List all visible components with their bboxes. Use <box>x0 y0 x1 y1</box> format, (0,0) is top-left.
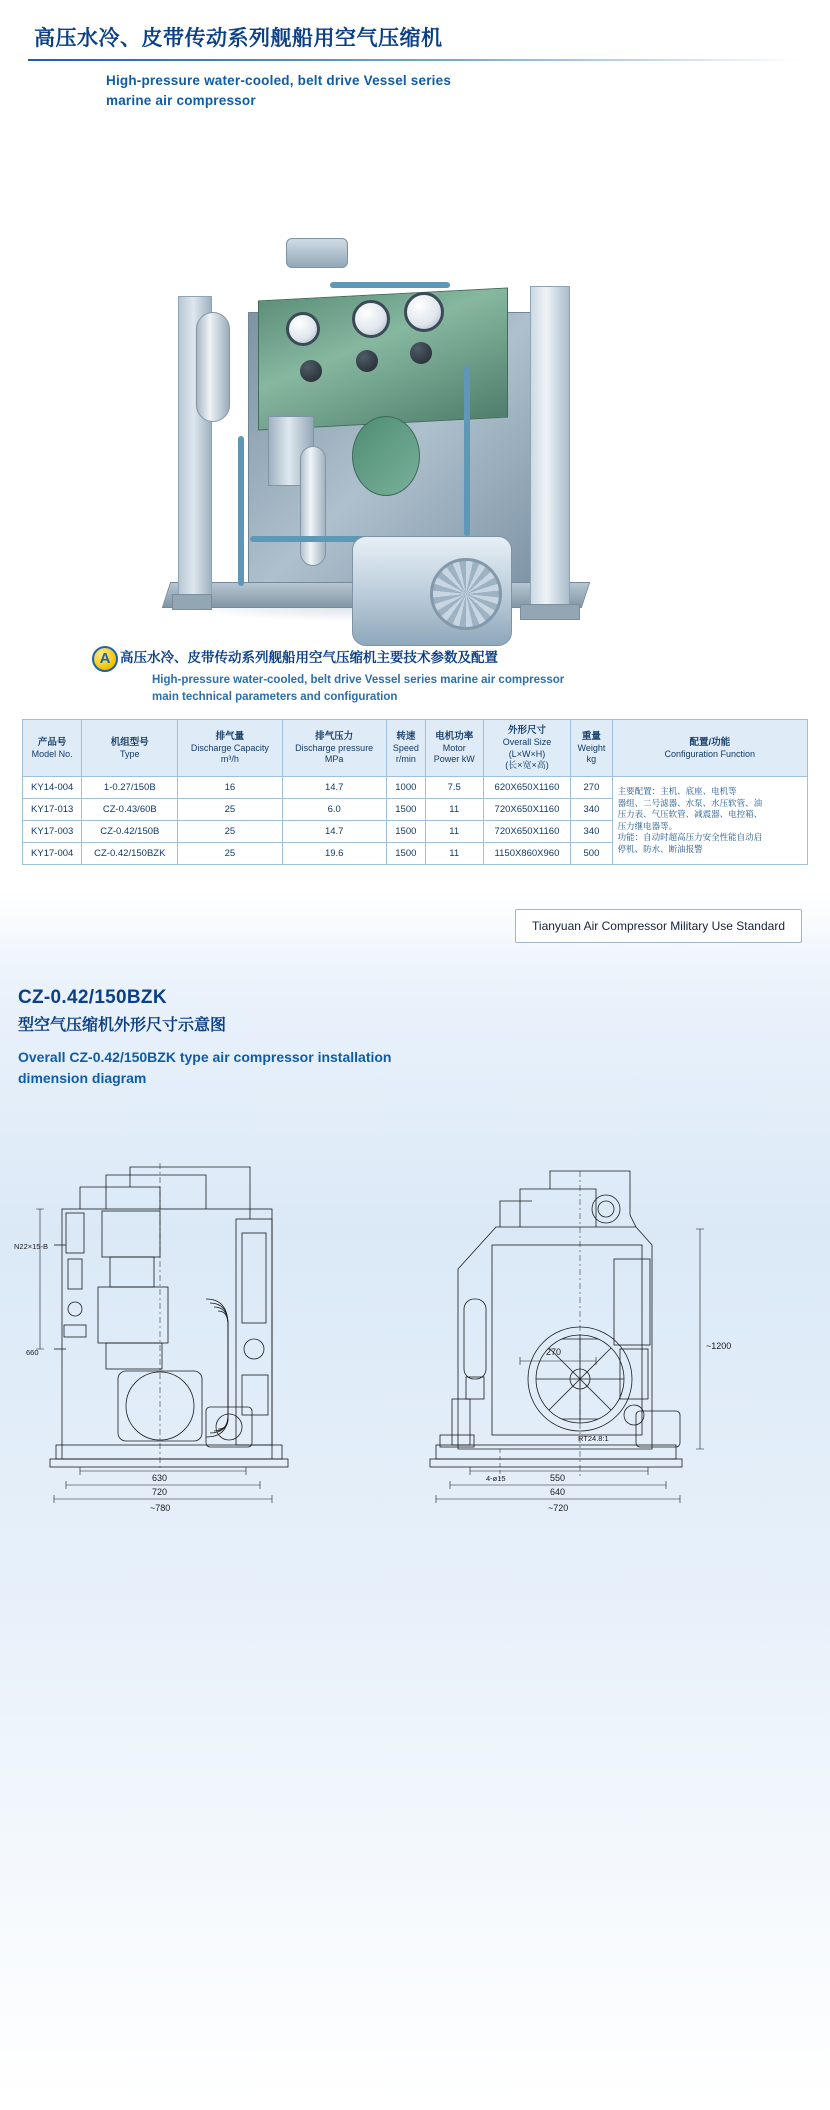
col-model-no <box>23 720 82 777</box>
col-pressure <box>282 720 386 777</box>
col-type-cn: 机组型号 <box>110 736 149 748</box>
cell-type: CZ-0.42/150BZK <box>82 843 178 865</box>
cell-speed: 1000 <box>386 777 425 799</box>
cell-pressure: 14.7 <box>282 777 386 799</box>
dimension-drawings <box>0 1149 830 1669</box>
cell-speed: 1500 <box>386 821 425 843</box>
drawing-side-view <box>10 1149 410 1549</box>
dim-720-front: ~720 <box>548 1503 569 1514</box>
machine-pipe-2 <box>330 282 450 288</box>
product-photo <box>0 116 830 636</box>
spec-heading-en <box>120 672 830 705</box>
valve-knob-2 <box>356 350 378 372</box>
col-size-unit2: (长×宽×高) <box>505 759 549 770</box>
machine-belt-guard <box>352 416 420 496</box>
cell-model-no: KY14-004 <box>23 777 82 799</box>
cell-model-no: KY17-004 <box>23 843 82 865</box>
cell-speed: 1500 <box>386 799 425 821</box>
col-speed-cn: 转速 <box>396 731 416 743</box>
config-line-5: 功能：自动时超高压力安全性能自动启 <box>617 832 763 843</box>
pressure-gauge-2 <box>352 300 390 338</box>
table-row <box>23 777 808 799</box>
col-capacity <box>178 720 282 777</box>
drawing-title-en <box>0 1047 830 1089</box>
spec-heading-en-line1: High-pressure water-cooled, belt drive Vessel series marine air compressor <box>152 674 565 687</box>
machine-pipe-1 <box>238 436 244 586</box>
cell-capacity: 25 <box>178 843 282 865</box>
dim-630: 630 <box>152 1473 168 1484</box>
machine-motor-fan <box>430 558 502 630</box>
col-type <box>82 720 178 777</box>
cell-size: 720X650X1160 <box>483 821 571 843</box>
spec-table <box>22 719 808 865</box>
dim-640: 640 <box>550 1487 566 1498</box>
machine-right-column <box>530 286 570 606</box>
cell-capacity: 25 <box>178 821 282 843</box>
cell-pressure: 19.6 <box>282 843 386 865</box>
cell-model-no: KY17-013 <box>23 799 82 821</box>
cell-power: 11 <box>425 799 483 821</box>
cell-model-no: KY17-003 <box>23 821 82 843</box>
lower-section <box>0 891 830 2101</box>
cell-size: 620X650X1160 <box>483 777 571 799</box>
valve-knob-3 <box>410 342 432 364</box>
cell-pressure: 6.0 <box>282 799 386 821</box>
cell-type: CZ-0.43/60B <box>82 799 178 821</box>
config-line-2: 器组、二号滤器、水泵、水压软管、油 <box>617 797 763 808</box>
col-configuration-cn: 配置/功能 <box>689 736 731 748</box>
col-configuration-en: Configuration Function <box>664 748 756 759</box>
spec-heading <box>0 646 830 705</box>
col-size-cn: 外形尺寸 <box>507 725 546 737</box>
pressure-gauge-1 <box>286 312 320 346</box>
cell-weight: 270 <box>571 777 612 799</box>
drawing-title-cn: 型空气压缩机外形尺寸示意图 <box>18 1017 227 1035</box>
cell-type: 1-0.27/150B <box>82 777 178 799</box>
col-weight-cn: 重量 <box>581 731 601 743</box>
section-badge-a: A <box>92 646 118 672</box>
top-section <box>0 0 830 865</box>
cell-pressure: 14.7 <box>282 821 386 843</box>
page-title-cn: 高压水冷、皮带传动系列舰船用空气压缩机 <box>34 27 443 50</box>
col-speed <box>386 720 425 777</box>
page-title-en <box>0 71 830 110</box>
page-title-en-line2: marine air compressor <box>106 92 256 108</box>
cell-size: 720X650X1160 <box>483 799 571 821</box>
col-capacity-cn: 排气量 <box>215 731 245 743</box>
cell-weight: 340 <box>571 821 612 843</box>
cell-type: CZ-0.42/150B <box>82 821 178 843</box>
spec-heading-en-line2: main technical parameters and configuration <box>152 690 398 703</box>
col-weight <box>571 720 612 777</box>
dim-270: 270 <box>546 1347 562 1358</box>
cell-speed: 1500 <box>386 843 425 865</box>
dim-1200: ~1200 <box>706 1341 732 1352</box>
col-power-en: Motor <box>442 742 466 753</box>
dim-rt248: RT24.8:1 <box>578 1434 609 1444</box>
col-capacity-unit: m³/h <box>220 754 239 765</box>
col-pressure-unit: MPa <box>324 754 344 765</box>
col-size-unit: (L×W×H) <box>508 748 546 759</box>
dim-660: 660 <box>26 1348 39 1358</box>
drawing-front-view <box>400 1149 820 1549</box>
table-header-row <box>23 720 808 777</box>
drawing-title-en-line2: dimension diagram <box>18 1070 147 1087</box>
machine-foot-right <box>520 604 580 620</box>
cell-power: 7.5 <box>425 777 483 799</box>
dim-550: 550 <box>550 1473 566 1484</box>
col-model-no-cn: 产品号 <box>37 736 67 748</box>
cell-power: 11 <box>425 821 483 843</box>
col-pressure-en: Discharge pressure <box>295 742 374 753</box>
dim-780: ~780 <box>150 1503 171 1514</box>
col-model-no-en: Model No. <box>31 748 73 759</box>
col-power-unit: Power kW <box>433 754 475 765</box>
machine-oil-separator <box>300 446 326 566</box>
col-power <box>425 720 483 777</box>
machine-separator-tank <box>196 312 230 422</box>
config-line-4: 压力继电器等。 <box>617 820 678 831</box>
title-divider <box>28 59 802 61</box>
drawing-title-en-line1: Overall CZ-0.42/150BZK type air compressor installation <box>18 1049 392 1066</box>
machine-pipe-3 <box>464 366 470 536</box>
spec-table-head <box>23 720 808 777</box>
col-speed-unit: r/min <box>395 754 416 765</box>
col-type-en: Type <box>120 748 140 759</box>
valve-knob-1 <box>300 360 322 382</box>
cell-capacity: 25 <box>178 799 282 821</box>
col-speed-en: Speed <box>392 742 419 753</box>
config-line-1: 主要配置：主机、底座、电机等 <box>617 786 737 797</box>
spec-heading-cn: 高压水冷、皮带传动系列舰船用空气压缩机主要技术参数及配置 <box>120 650 498 666</box>
dim-720: 720 <box>152 1487 168 1498</box>
cell-capacity: 16 <box>178 777 282 799</box>
page-title-en-line1: High-pressure water-cooled, belt drive Vessel series <box>106 73 452 88</box>
standard-badge: Tianyuan Air Compressor Military Use Standard <box>515 909 802 943</box>
col-weight-unit: kg <box>586 754 597 765</box>
col-size-en: Overall Size <box>502 737 552 748</box>
col-capacity-en: Discharge Capacity <box>190 742 269 753</box>
col-configuration <box>612 720 807 777</box>
drawing-title-model: CZ-0.42/150BZK <box>18 987 167 1009</box>
cell-weight: 500 <box>571 843 612 865</box>
spec-table-body <box>23 777 808 865</box>
col-weight-en: Weight <box>577 742 606 753</box>
cell-power: 11 <box>425 843 483 865</box>
col-power-cn: 电机功率 <box>435 731 474 743</box>
col-pressure-cn: 排气压力 <box>315 731 354 743</box>
cell-size: 1150X860X960 <box>483 843 571 865</box>
machine-foot-left <box>172 594 212 610</box>
pressure-gauge-3 <box>404 292 444 332</box>
dim-4xd15: 4-ø15 <box>486 1474 506 1484</box>
cell-weight: 340 <box>571 799 612 821</box>
config-line-3: 压力表、气压软管、减震器、电控箱、 <box>617 809 763 820</box>
dim-n22: N22×15-B <box>14 1242 48 1252</box>
machine-top-cap <box>286 238 348 268</box>
cell-configuration <box>612 777 807 865</box>
col-size <box>483 720 571 777</box>
config-line-6: 停机、防水、断油报警 <box>617 843 703 854</box>
